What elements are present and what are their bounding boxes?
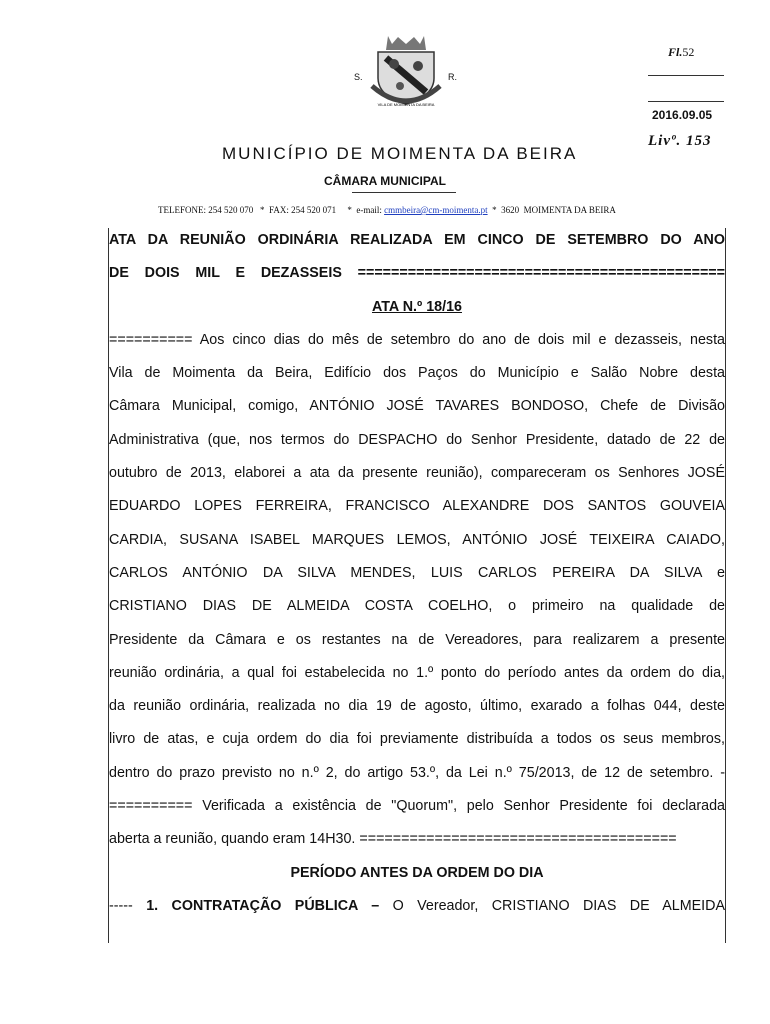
crest-left-letter: S. (354, 72, 363, 82)
contacts-prefix: TELEFONE: 254 520 070 * FAX: 254 520 071 * e-mail: (158, 205, 385, 215)
folio-mark (668, 45, 694, 60)
minutes-body (109, 229, 725, 928)
last-line-text: O Vereador, CRISTIANO DIAS DE ALMEIDA (379, 897, 725, 914)
body-line: livro de atas, e cuja ordem do dia foi previamente distribuída a todos os seus membros, (109, 731, 725, 748)
body-line: Presidente da Câmara e os restantes na de Vereadores, para realizarem a presente (109, 631, 725, 648)
book-number: Livº. 153 (648, 133, 712, 149)
folio-rule-2 (648, 101, 724, 102)
minutes-number (109, 296, 725, 329)
body-line: da reunião ordinária, realizada no dia 19 de agosto, último, exarado a folhas 044, deste (109, 698, 725, 715)
body-line: ========== Verificada a existência de "Quorum", pelo Senhor Presidente foi declarada (109, 798, 725, 815)
folio-label: Fl. (668, 45, 683, 59)
document-date: 2016.09.05 (652, 108, 713, 122)
body-line: reunião ordinária, a qual foi estabelecida no 1.º ponto do período antes da ordem do dia, (109, 664, 725, 681)
body-line: ========== Aos cinco dias do mês de setembro do ano de dois mil e dezasseis, nesta (109, 331, 725, 348)
body-line: Administrativa (que, nos termos do DESPACHO do Senhor Presidente, datado de 22 de (109, 431, 725, 448)
right-margin-line (725, 228, 726, 943)
minutes-title-line-2: DE DOIS MIL E DEZASSEIS ============================================ (109, 265, 725, 282)
municipality-title: MUNICÍPIO DE MOIMENTA DA BEIRA (222, 144, 578, 163)
chamber-rule (352, 192, 456, 193)
crest-right-letter: R. (448, 72, 457, 82)
body-line: CRISTIANO DIAS DE ALMEIDA COSTA COELHO, o primeiro na qualidade de (109, 598, 725, 615)
body-line: EDUARDO LOPES FERREIRA, FRANCISCO ALEXANDRE DOS SANTOS GOUVEIA (109, 498, 725, 515)
body-line: CARLOS ANTÓNIO DA SILVA MENDES, LUIS CARLOS PEREIRA DA SILVA e (109, 564, 725, 581)
minutes-number-text: ATA N.º 18/16 (372, 298, 462, 315)
body-line: Vila de Moimenta da Beira, Edifício dos Paços do Município e Salão Nobre desta (109, 365, 725, 382)
email-link[interactable]: cmmbeira@cm-moimenta.pt (384, 205, 488, 215)
section-heading: PERÍODO ANTES DA ORDEM DO DIA (290, 864, 544, 881)
body-line: outubro de 2013, elaborei a ata da presente reunião), compareceram os Senhores JOSÉ (109, 465, 725, 482)
contacts-line (158, 205, 616, 215)
crest-ribbon-text: VILA DE MOIMENTA DA BEIRA (377, 102, 435, 107)
item-heading: 1. CONTRATAÇÃO PÚBLICA – (146, 897, 380, 914)
folio-number: 52 (682, 45, 695, 59)
last-line-prefix: ----- (109, 897, 147, 914)
folio-rule-1 (648, 75, 724, 76)
body-line: CARDIA, SUSANA ISABEL MARQUES LEMOS, ANTÓNIO JOSÉ TEIXEIRA CAIADO, (109, 531, 725, 548)
contacts-suffix: * 3620 MOIMENTA DA BEIRA (487, 205, 616, 215)
body-line: aberta a reunião, quando eram 14H30. ====================================== (109, 831, 677, 848)
body-line: dentro do prazo previsto no n.º 2, do artigo 53.º, da Lei n.º 75/2013, de 12 de setembro. - (109, 764, 725, 781)
body-line-last (109, 895, 725, 928)
municipal-crest (368, 34, 444, 110)
chamber-title: CÂMARA MUNICIPAL (324, 174, 446, 188)
body-line: Câmara Municipal, comigo, ANTÓNIO JOSÉ TAVARES BONDOSO, Chefe de Divisão (109, 398, 725, 415)
minutes-title-line-1: ATA DA REUNIÃO ORDINÁRIA REALIZADA EM CINCO DE SETEMBRO DO ANO (109, 232, 725, 248)
